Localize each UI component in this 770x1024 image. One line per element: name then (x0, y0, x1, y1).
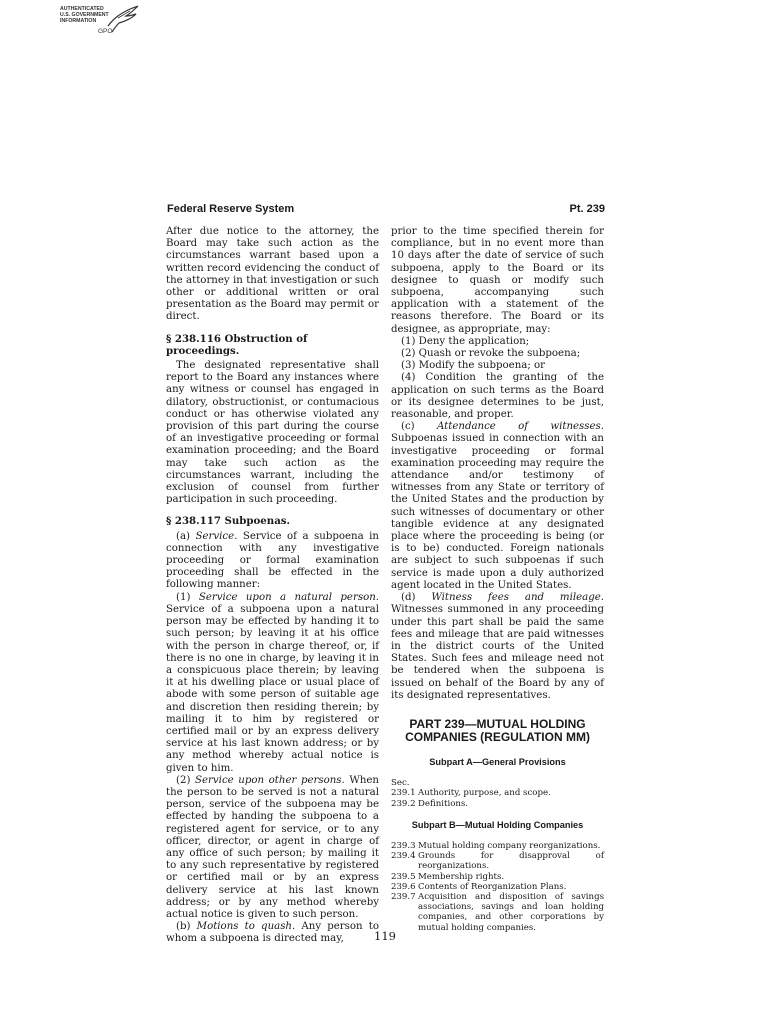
paragraph: The designated representative shall report to the Board any instances where any witness or counsel has engaged in dilatory, obstructionist, or contumacious conduct or has otherwise violated any provision of this part during the course of an investigative proceeding or formal examination proceeding; and the Board may take such action as the circumstances warrant, including the exclusion of counsel from further participation in such proceeding. (166, 360, 379, 506)
gpo-authentication-stamp (60, 6, 144, 46)
paragraph-a1: (1) Service upon a natural person. Service of a subpoena upon a natural person may be effected by handing it to such person; by leaving it at his office with the person in charge thereof, or, if there is no one in charge, by leaving it in a conspicuous place therein; by leaving it at his dwelling place or usual place of abode with some person of suitable age and discretion then residing therein; by mailing it to him by registered or certified mail or by an express delivery service at his last known address; or by any method whereby actual notice is given to him. (166, 591, 379, 774)
paragraph-b: (b) Motions to quash. Any person to whom a subpoena is directed may, (166, 921, 379, 945)
list-item: (1) Deny the application; (401, 335, 530, 347)
toc-row: 239.5 Membership rights. (391, 871, 505, 882)
paragraph-c: (c) Attendance of witnesses. Subpoenas issued in connection with an investigative proceeding or formal examination proceeding may require the attendance and/or testimony of witnesses from any State or territory of the United States and the production by such witnesses of documentary or other tangible evidence at any designated place where the proceeding is being (or is to be) conducted. Foreign nationals are subject to such subpoenas if such service is made upon a duly authorized agent located in the United States. (391, 421, 604, 591)
stamp-line-1: AUTHENTICATED (60, 6, 104, 12)
toc-row: 239.3 Mutual holding company reorganizations. (391, 840, 601, 851)
toc-subpart-b (391, 841, 604, 933)
toc-row: 239.2 Definitions. (391, 798, 469, 809)
page-number: 119 (374, 929, 396, 943)
paragraph: After due notice to the attorney, the Board may take such action as the circumstances warrant based upon a written record evidencing the conduct of the attorney in that investigation or such other or additional written or oral presentation as the Board may permit or direct. (166, 226, 379, 323)
list-item: (3) Modify the subpoena; or (401, 360, 546, 372)
paragraph: prior to the time specified therein for compliance, but in no event more than 10 days after the date of service of such subpoena, apply to the Board or its designee to quash or modify such subpoena, accompanying such application with a statement of the reasons therefore. The Board or its designee, as appropriate, may: (391, 226, 604, 335)
list-item: (4) Condition the granting of the application on such terms as the Board or its designee determines to be just, reasonable, and proper. (391, 372, 604, 421)
subpart-b-heading: Subpart B—Mutual Holding Companies (411, 819, 584, 830)
header-agency: Federal Reserve System (167, 203, 295, 215)
toc-row: 239.6 Contents of Reorganization Plans. (391, 881, 567, 892)
toc-row: 239.1 Authority, purpose, and scope. (391, 788, 551, 799)
stamp-gpo: GPO (98, 28, 113, 35)
stamp-line-3: INFORMATION (60, 18, 97, 24)
section-heading-238-117: § 238.117 Subpoenas. (166, 515, 291, 528)
section-heading-238-116: § 238.116 Obstruction of proceedings. (166, 332, 308, 357)
toc-row: 239.4 Grounds for disapproval of reorganizations. (391, 851, 604, 872)
paragraph-d: (d) Witness fees and mileage. Witnesses summoned in any proceeding under this part shall be paid the same fees and mileage that are paid witnesses in the district courts of the United States. Such fees and mileage need not be tendered when the subpoena is issued on behalf of the Board by any of its designated representatives. (391, 592, 604, 701)
toc-row: 239.7 Acquisition and disposition of savings associations, savings and loan holding companies, and other corporations by mutual holding companies. (391, 891, 604, 933)
list-item: (2) Quash or revoke the subpoena; (401, 348, 581, 360)
subpart-a-heading: Subpart A—General Provisions (429, 756, 566, 767)
toc-sec-label: Sec. (391, 778, 410, 789)
left-column (166, 226, 379, 946)
part-title: PART 239—MUTUAL HOLDING COMPANIES (REGULATION MM) (405, 716, 590, 744)
toc-subpart-a (391, 778, 604, 809)
running-header (167, 203, 605, 219)
header-part: Pt. 239 (569, 203, 605, 215)
stamp-line-2: U.S. GOVERNMENT (60, 12, 109, 18)
paragraph-a: (a) Service. Service of a subpoena in connection with any investigative proceeding or formal examination proceeding shall be effected in the following manner: (166, 530, 379, 591)
paragraph-a2: (2) Service upon other persons. When the person to be served is not a natural person, service of the subpoena may be effected by handing the subpoena to a registered agent for service, or to any officer, director, or agent in charge of any office of such person; by mailing it to any such representative by registered or certified mail or by an express delivery service at his last known address; or by any method whereby actual notice is given to such person. (166, 774, 379, 920)
right-column (391, 226, 604, 943)
